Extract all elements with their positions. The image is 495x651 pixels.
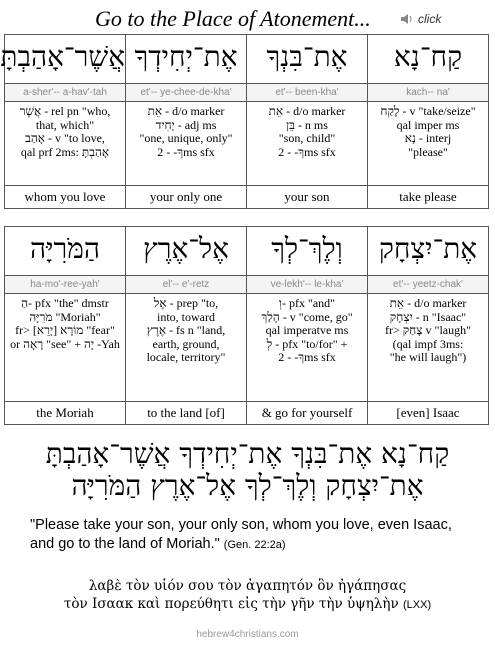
gloss-line: fr> מוֹרָא [יָרֵא] "fear"	[15, 323, 115, 337]
grammar-gloss	[368, 294, 488, 401]
grammar-gloss	[247, 294, 367, 401]
gloss-line: נָא - interj	[404, 131, 452, 145]
hebrew-word: אֲשֶׁר־אָהַבְתָּ	[0, 40, 125, 73]
gloss-line: (qal impf 3ms:	[392, 336, 464, 351]
gloss-line: "son, child"	[278, 131, 336, 145]
verse-reference: (Gen. 22:2a)	[223, 539, 286, 551]
verse-greek-line-2	[0, 595, 495, 614]
gloss-line: ךָ- - 2ms sfx	[278, 144, 336, 159]
gloss-line: לָקַח - v "take/seize"	[380, 104, 476, 118]
gloss-line: locale, territory"	[146, 350, 226, 364]
gloss-line: הַ- pfx "the" dmstr	[21, 296, 109, 310]
verse-hebrew-line-1: קַח־נָא אֶת־בִּנְךָ אֶת־יְחִידְךָ אֲשֶׁר־אָהַבְתָּ	[45, 437, 450, 470]
transliteration: et'-- been-kha'	[247, 84, 367, 101]
word-cell	[247, 35, 368, 84]
gloss-line: יָחִיד - adj ms	[155, 117, 217, 132]
hebrew-word: קַח־נָא	[393, 40, 463, 73]
gloss-line: יִצְחָק - n "Isaac"	[389, 309, 467, 324]
grammar-gloss	[247, 102, 367, 185]
english-translation: the Moriah	[36, 405, 94, 420]
transliteration: kach-- na'	[368, 84, 488, 101]
gloss-line: אֵת - d/o marker	[389, 296, 467, 310]
gloss-line: ךָ- - 2ms sfx	[278, 350, 336, 364]
hebrew-word: אֶת־יְחִידְךָ	[134, 40, 238, 73]
grammar-gloss	[126, 102, 246, 185]
grammar-gloss	[5, 294, 125, 401]
word-cell	[126, 35, 247, 84]
word-cell	[368, 227, 489, 276]
gloss-line: qal imper ms	[396, 117, 460, 132]
speaker-icon[interactable]	[400, 13, 414, 25]
hebrew-word: אֶת־יִצְחָק	[378, 232, 478, 265]
verse-hebrew-line-2: אֶת־יִצְחָק וְלֶךְ־לְךָ אֶל־אֶרֶץ הַמֹּרִיָּה	[71, 469, 424, 502]
english-translation: take please	[399, 189, 457, 204]
transliteration: ve-lekh'-- le-kha'	[247, 276, 367, 293]
hebrew-word: אֶל־אֶרֶץ	[143, 232, 229, 265]
gloss-line: "he will laugh")	[389, 350, 467, 364]
hebrew-word: וְלֶךְ־לְךָ	[271, 232, 343, 265]
word-grid-row-2	[4, 226, 489, 425]
gloss-line: הָלַךְ - v "come, go"	[261, 309, 353, 324]
gloss-line: וְ- pfx "and"	[278, 296, 336, 310]
verse-english-text: "Please take your son, your only son, whom you love, even Isaac, and go to the land of Moriah."	[30, 517, 452, 552]
gloss-line: אֲשֶׁר - rel pn "who,	[19, 104, 111, 118]
english-translation: to the land [of]	[147, 405, 225, 420]
gloss-line: "one, unique, only"	[139, 131, 233, 145]
word-grid-row-1	[0, 34, 489, 209]
gloss-line: אֵת - d/o marker	[268, 104, 346, 118]
word-cell	[247, 227, 368, 276]
word-cell	[126, 227, 247, 276]
gloss-line: fr> צָחַק v "laugh"	[384, 323, 472, 337]
gloss-line: into, toward	[157, 309, 215, 324]
verse-english	[30, 516, 480, 555]
gloss-line: אָהַב - v "to love,	[25, 131, 105, 145]
gloss-line: לְ - pfx "to/for" +	[266, 336, 348, 351]
english-translation: [even] Isaac	[396, 405, 460, 420]
gloss-line: ךָ- - 2ms sfx	[157, 144, 215, 159]
gloss-line: מֹרִיָּה "Moriah"	[29, 309, 101, 324]
gloss-line: "please"	[408, 144, 448, 159]
transliteration: a-sher'-- a-hav'-tah	[5, 84, 125, 101]
gloss-line: earth, ground,	[152, 336, 220, 351]
hebrew-word: הַמֹּרִיָּה	[30, 232, 100, 265]
gloss-line: that, which"	[35, 117, 95, 132]
english-translation: & go for yourself	[261, 405, 353, 420]
word-cell	[0, 35, 126, 84]
gloss-line: בֵּן - n ms	[286, 117, 328, 132]
hebrew-word: אֶת־בִּנְךָ	[266, 40, 348, 73]
grammar-gloss	[5, 102, 125, 185]
greek-text: τὸν Ισαακ καὶ πορεύθητι εἰς τὴν γῆν τὴν ὑψηλὴν	[63, 596, 399, 612]
transliteration: et'-- yeetz-chak'	[368, 276, 488, 293]
word-cell	[368, 35, 489, 84]
english-translation: your son	[284, 189, 330, 204]
word-cell	[5, 227, 126, 276]
gloss-line: אֵת - d/o marker	[147, 104, 225, 118]
site-url[interactable]: hebrew4christians.com	[196, 629, 299, 640]
transliteration: ha-mo'-ree-yah'	[5, 276, 125, 293]
transliteration: el'-- e'-retz	[126, 276, 246, 293]
grammar-gloss	[126, 294, 246, 401]
gloss-line: qal imperatve ms	[265, 323, 349, 337]
gloss-line: qal prf 2ms: אָהַבְתָּ	[20, 144, 110, 159]
gloss-line: אֶרֶץ - fs n "land,	[146, 323, 226, 337]
header	[0, 4, 495, 30]
transliteration: et'-- ye-chee-de-kha'	[126, 84, 246, 101]
page-title: Go to the Place of Atonement...	[95, 6, 371, 31]
lxx-label: (LXX)	[402, 599, 432, 611]
english-translation: your only one	[149, 189, 223, 204]
grammar-gloss	[368, 102, 488, 185]
verse-greek-line-1: λαβὲ τὸν υἱόν σου τὸν ἀγαπητόν ὃν ἠγάπησας	[88, 578, 407, 594]
gloss-line: אֶל - prep "to,	[153, 296, 219, 310]
english-translation: whom you love	[24, 189, 106, 204]
gloss-line: or רָאָה "see" + יָה -Yah	[10, 336, 120, 351]
audio-click-link[interactable]: click	[418, 12, 442, 26]
